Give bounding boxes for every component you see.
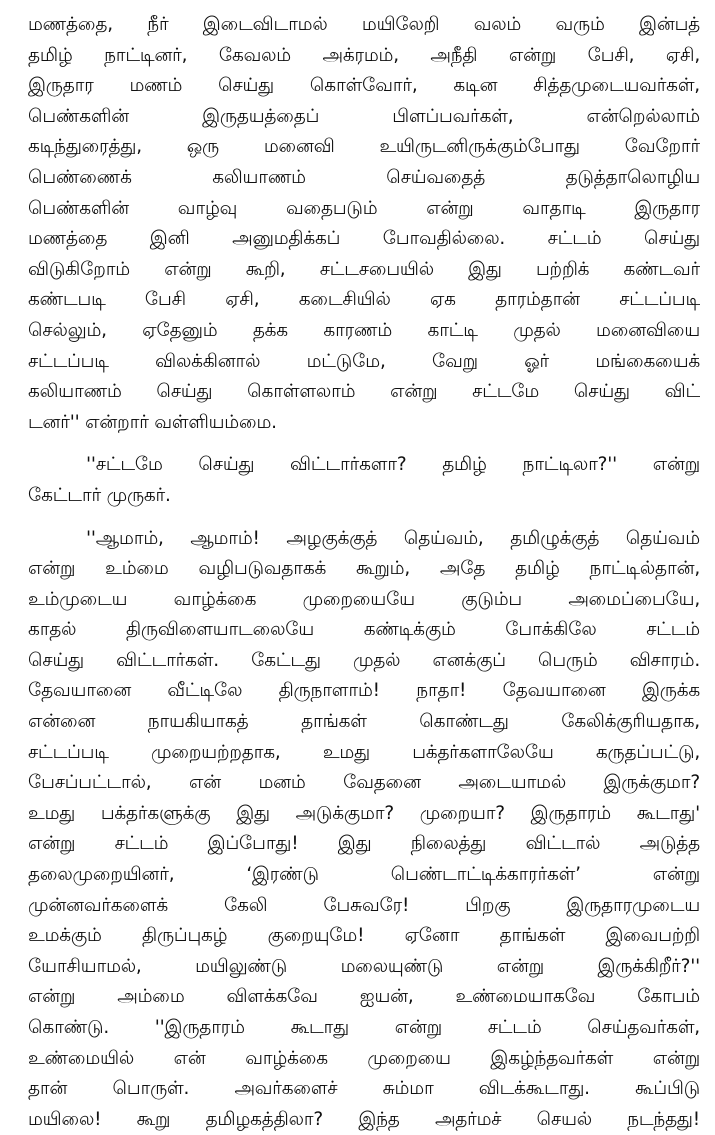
text-line: பெண்களின் வாழ்வு வதைபடும் என்று வாதாடி இருதார (28, 194, 700, 225)
text-line: ''சட்டமே செய்து விட்டார்களா? தமிழ் நாட்டிலா?'' என்று (28, 450, 700, 481)
text-line: என்று அம்மை விளக்கவே ஐயன், உண்மையாகவே கோபம் (28, 982, 700, 1013)
text-line: கலியாணம் செய்து கொள்ளலாம் என்று சட்டமே செய்து விட் (28, 377, 700, 408)
text-line: இருதார மணம் செய்து கொள்வோர், கடின சித்தமுடையவர்கள், (28, 71, 700, 102)
paragraph-gap (28, 438, 700, 450)
text-line: ''ஆமாம், ஆமாம்! அழகுக்குத் தெய்வம், தமிழுக்குத் தெய்வம் (28, 524, 700, 555)
text-line: உம்முடைய வாழ்க்கை முறையையே குடும்ப அமைப்பையே, (28, 585, 700, 616)
text-line: கண்டபடி பேசி ஏசி, கடைசியில் ஏக தாரம்தான் சட்டப்படி (28, 285, 700, 316)
text-line: உமக்கும் திருப்புகழ் குறையுமே! ஏனோ தாங்கள் இவைபற்றி (28, 921, 700, 952)
text-line: உமது பக்தர்களுக்கு இது அடுக்குமா? முறையா? இருதாரம் கூடாது' (28, 799, 700, 830)
text-line: பெண்ணைக் கலியாணம் செய்வதைத் தடுத்தாலொழிய (28, 163, 700, 194)
text-line: விடுகிறோம் என்று கூறி, சட்டசபையில் இது பற்றிக் கண்டவர் (28, 255, 700, 286)
text-line: பேசப்பட்டால், என் மனம் வேதனை அடையாமல் இருக்குமா? (28, 768, 700, 799)
text-line: தலைமுறையினர், ‘இரண்டு பெண்டாட்டிக்காரர்கள்’ என்று (28, 860, 700, 891)
text-line: யோசியாமல், மயிலுண்டு மலையுண்டு என்று இருக்கிறீர்?'' (28, 952, 700, 983)
text-line: சட்டப்படி விலக்கினால் மட்டுமே, வேறு ஓர் மங்கையைக் (28, 347, 700, 378)
text-line: என்னை நாயகியாகத் தாங்கள் கொண்டது கேலிக்குரியதாக, (28, 707, 700, 738)
paragraph-gap (28, 512, 700, 524)
text-line: முன்னவர்களைக் கேலி பேசுவரே! பிறகு இருதாரமுடைய (28, 891, 700, 922)
text-line: சட்டப்படி முறையற்றதாக, உமது பக்தர்களாலேயே கருதப்பட்டு, (28, 738, 700, 769)
text-line: மணத்தை இனி அனுமதிக்கப் போவதில்லை. சட்டம் செய்து (28, 224, 700, 255)
text-line: தமிழ் நாட்டினர், கேவலம் அக்ரமம், அநீதி என்று பேசி, ஏசி, (28, 41, 700, 72)
text-line: என்று சட்டம் இப்போது! இது நிலைத்து விட்டால் அடுத்த (28, 829, 700, 860)
paragraph-2 (28, 450, 700, 511)
text-line: என்று உம்மை வழிபடுவதாகக் கூறும், அதே தமிழ் நாட்டில்தான், (28, 554, 700, 585)
paragraph-1 (28, 10, 700, 438)
paragraph-3 (28, 524, 700, 1135)
text-line: டனர்'' என்றார் வள்ளியம்மை. (28, 408, 700, 439)
text-line: கடிந்துரைத்து, ஒரு மனைவி உயிருடனிருக்கும்போது வேறோர் (28, 132, 700, 163)
text-line: பெண்களின் இருதயத்தைப் பிளப்பவர்கள், என்றெல்லாம் (28, 102, 700, 133)
text-line: உண்மையில் என் வாழ்க்கை முறையை இகழ்ந்தவர்கள் என்று (28, 1044, 700, 1075)
text-line: காதல் திருவிளையாடலையே கண்டிக்கும் போக்கிலே சட்டம் (28, 615, 700, 646)
text-line: மணத்தை, நீர் இடைவிடாமல் மயிலேறி வலம் வரும் இன்பத் (28, 10, 700, 41)
text-line: செய்து விட்டார்கள். கேட்டது முதல் எனக்குப் பெரும் விசாரம். (28, 646, 700, 677)
text-line: மயிலை! கூறு தமிழகத்திலா? இந்த அதர்மச் செயல் நடந்தது! (28, 1105, 700, 1135)
text-line: செல்லும், ஏதேனும் தக்க காரணம் காட்டி முதல் மனைவியை (28, 316, 700, 347)
text-line: தான் பொருள். அவர்களைச் சும்மா விடக்கூடாது. கூப்பிடு (28, 1074, 700, 1105)
text-line: கொண்டு. ''இருதாரம் கூடாது என்று சட்டம் செய்தவர்கள், (28, 1013, 700, 1044)
book-page (28, 10, 700, 1135)
text-line: தேவயானை வீட்டிலே திருநாளாம்! நாதா! தேவயானை இருக்க (28, 676, 700, 707)
text-line: கேட்டார் முருகர். (28, 481, 700, 512)
